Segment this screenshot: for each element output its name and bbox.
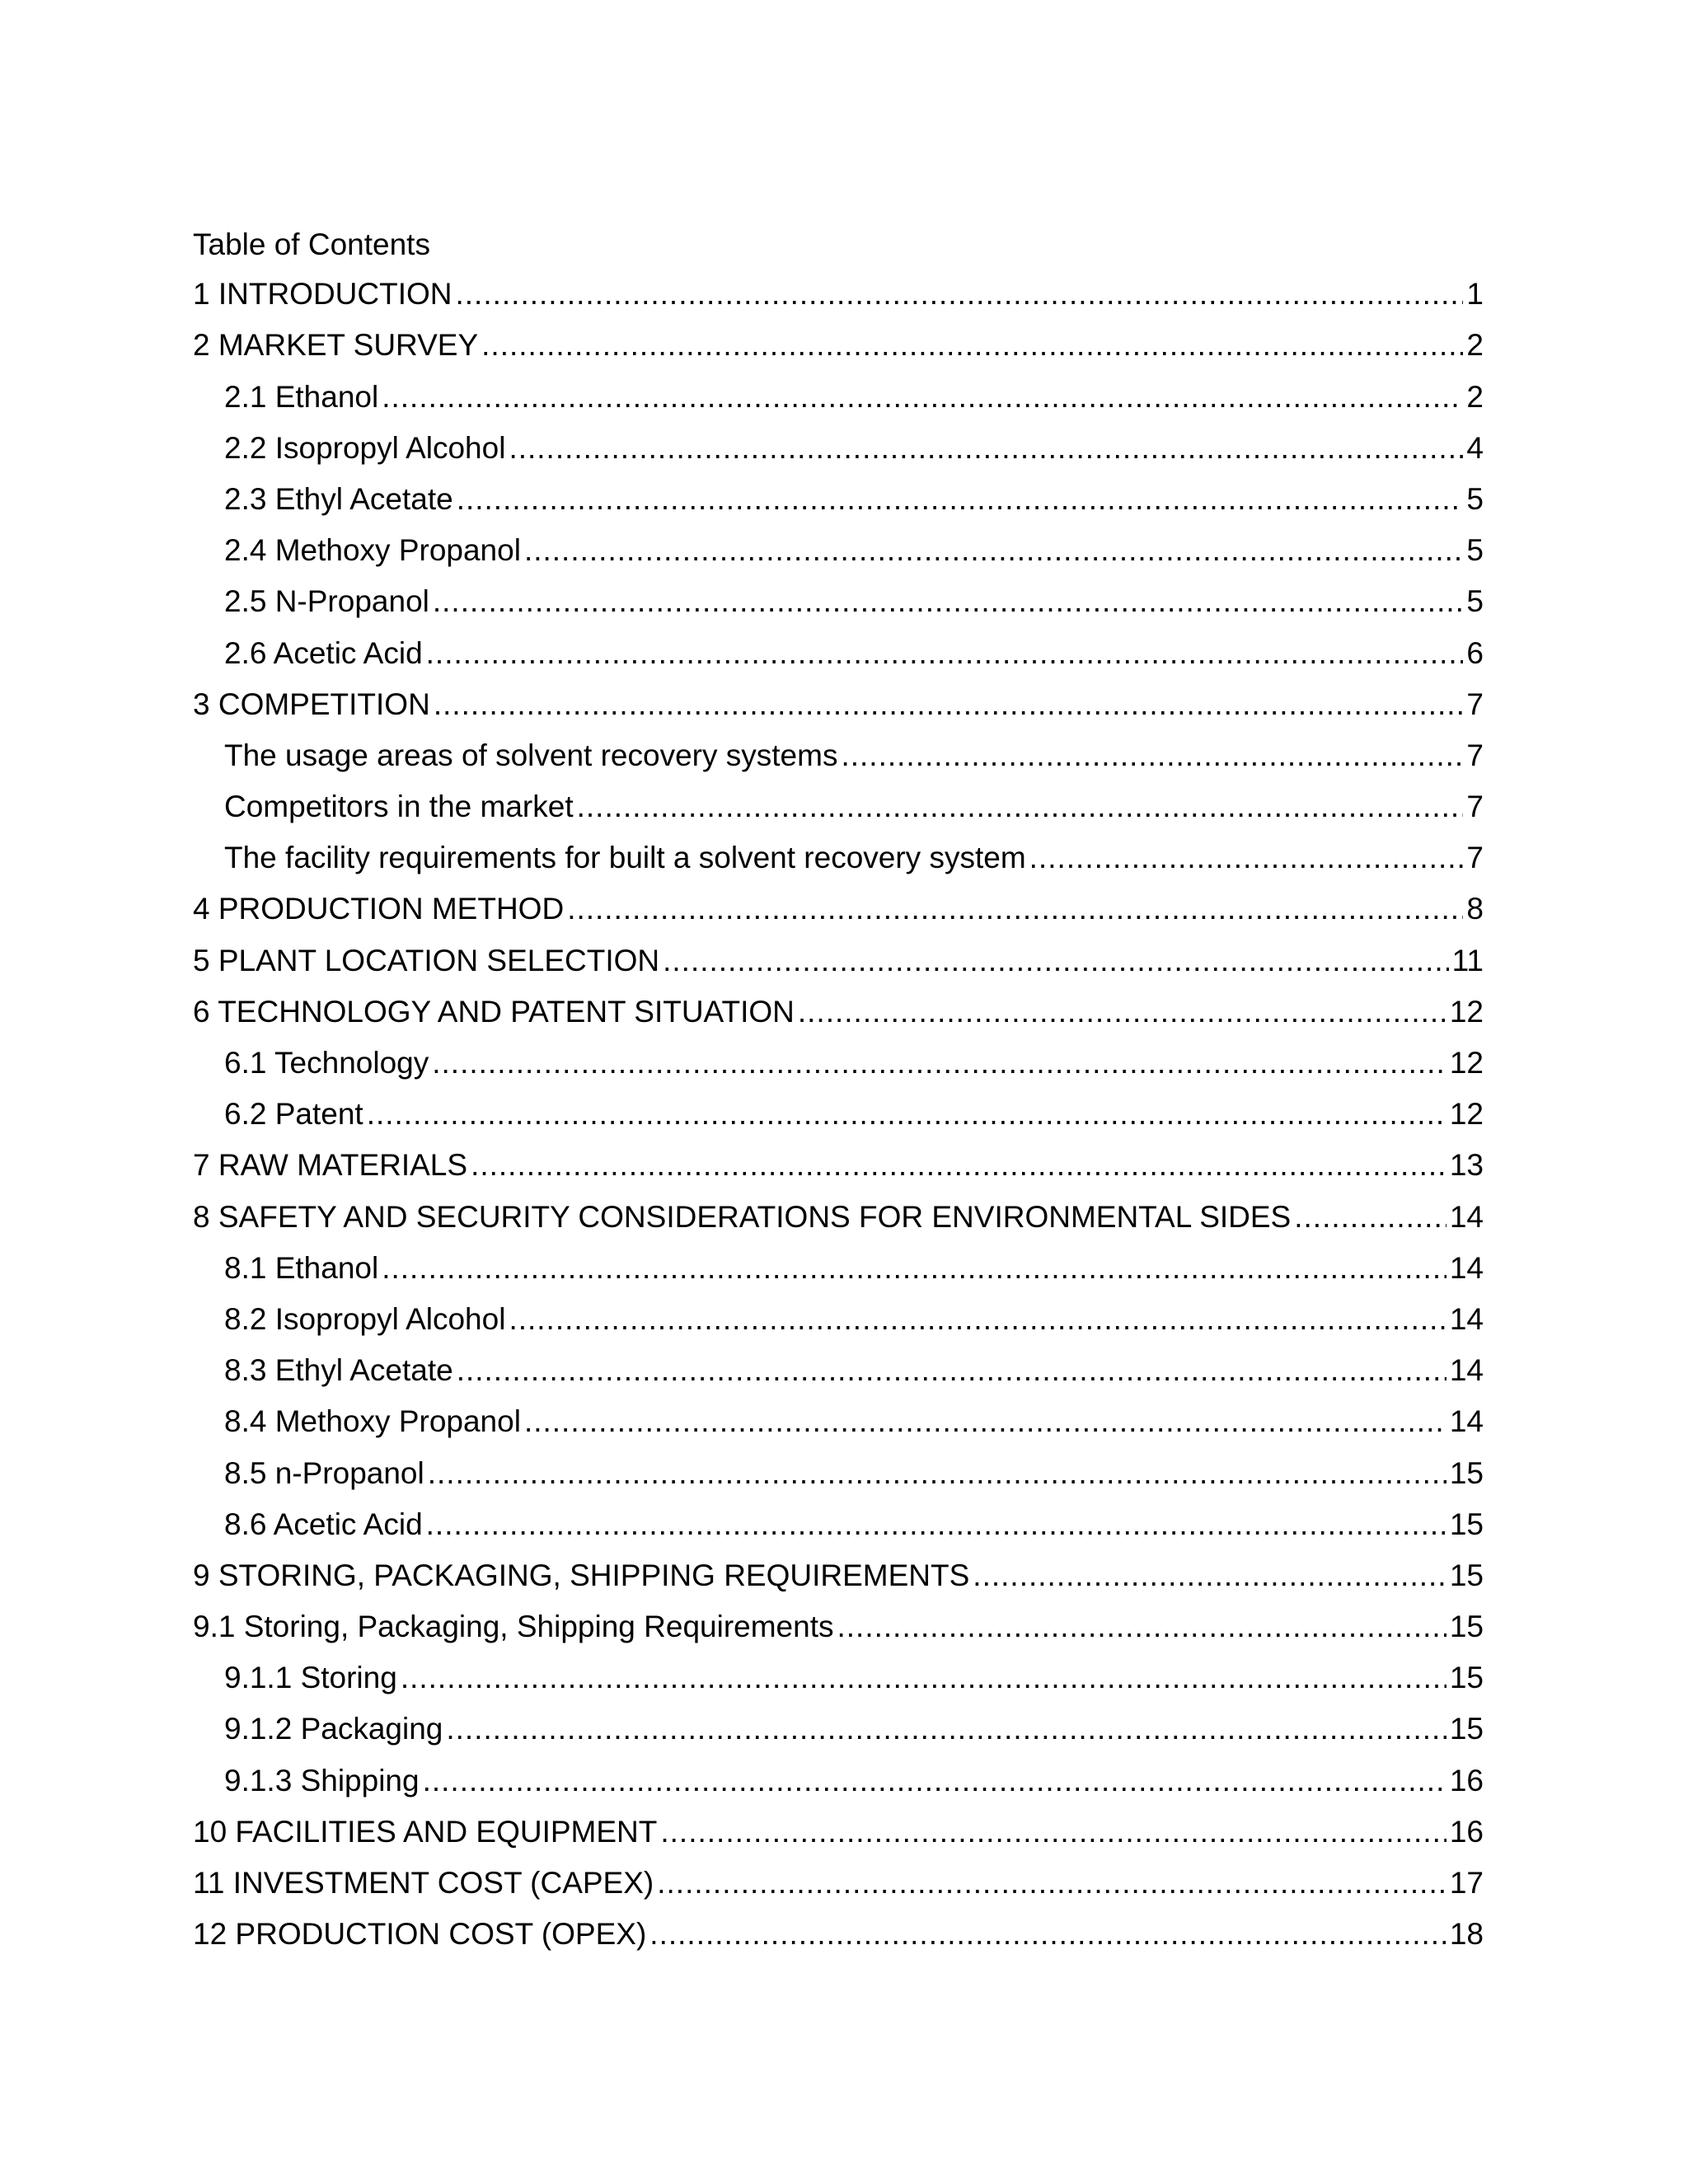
toc-entry-label: 2.3 Ethyl Acetate: [224, 481, 453, 516]
toc-entry[interactable]: [193, 1135, 1484, 1186]
toc-dot-leader: [457, 479, 1464, 520]
toc-entry-label: 8.4 Methoxy Propanol: [224, 1404, 521, 1439]
toc-entry-label: 6.1 Technology: [224, 1046, 429, 1080]
toc-entry[interactable]: [193, 315, 1484, 366]
toc-entry-page-number: 15: [1449, 1455, 1484, 1490]
toc-entry-page-number: 13: [1449, 1148, 1484, 1183]
toc-entry-page-number: 14: [1449, 1199, 1484, 1234]
toc-entry-label: 12 PRODUCTION COST (OPEX): [193, 1917, 647, 1952]
toc-entry-label: 6.2 Patent: [224, 1097, 363, 1132]
toc-entry-page-number: 4: [1466, 430, 1484, 465]
toc-dot-leader: [481, 325, 1463, 366]
toc-dot-leader: [423, 1760, 1447, 1802]
toc-entry-page-number: 16: [1449, 1814, 1484, 1849]
toc-entry[interactable]: [193, 776, 1484, 827]
toc-dot-leader: [456, 274, 1464, 315]
toc-entry[interactable]: [193, 1391, 1484, 1442]
toc-entry-label: Competitors in the market: [224, 790, 574, 824]
toc-entry-page-number: 14: [1449, 1301, 1484, 1336]
toc-entry-page-number: 7: [1466, 738, 1484, 772]
toc-entry-label: 2.4 Methoxy Propanol: [224, 533, 521, 568]
toc-entry-label: 10 FACILITIES AND EQUIPMENT: [193, 1814, 658, 1849]
toc-entry-label: 2 MARKET SURVEY: [193, 328, 479, 363]
toc-entry-page-number: 6: [1466, 635, 1484, 670]
toc-entry-page-number: 17: [1449, 1866, 1484, 1900]
toc-dot-leader: [1294, 1197, 1447, 1238]
toc-dot-leader: [426, 1504, 1447, 1545]
toc-list: [193, 264, 1484, 1955]
toc-entry-page-number: 15: [1449, 1507, 1484, 1541]
toc-dot-leader: [524, 530, 1463, 571]
toc-entry[interactable]: [193, 879, 1484, 930]
toc-dot-leader: [1029, 837, 1464, 879]
toc-dot-leader: [524, 1401, 1447, 1442]
toc-dot-leader: [401, 1657, 1447, 1699]
toc-entry-label: 3 COMPETITION: [193, 687, 430, 721]
toc-entry-page-number: 12: [1449, 994, 1484, 1029]
toc-entry[interactable]: [193, 571, 1484, 622]
toc-dot-leader: [577, 786, 1464, 827]
toc-entry-page-number: 15: [1449, 1661, 1484, 1695]
toc-entry-label: 11 INVESTMENT COST (CAPEX): [193, 1866, 654, 1900]
toc-dot-leader: [509, 1299, 1446, 1340]
toc-dot-leader: [428, 1453, 1447, 1494]
toc-entry[interactable]: [193, 1238, 1484, 1289]
toc-entry-label: 9.1 Storing, Packaging, Shipping Requirements: [193, 1610, 834, 1644]
toc-entry[interactable]: [193, 1750, 1484, 1801]
toc-entry-page-number: 5: [1466, 584, 1484, 619]
toc-entry-page-number: 7: [1466, 790, 1484, 824]
toc-entry[interactable]: [193, 674, 1484, 725]
toc-entry-page-number: 7: [1466, 841, 1484, 875]
toc-dot-leader: [567, 888, 1463, 930]
toc-dot-leader: [509, 428, 1463, 469]
toc-entry-page-number: 11: [1451, 943, 1484, 977]
toc-dot-leader: [457, 1350, 1447, 1391]
toc-entry[interactable]: [193, 1340, 1484, 1391]
toc-entry-label: 8 SAFETY AND SECURITY CONSIDERATIONS FOR ENVIRONMENTAL SIDES: [193, 1199, 1292, 1234]
toc-entry-page-number: 14: [1449, 1250, 1484, 1285]
toc-dot-leader: [660, 1811, 1446, 1853]
toc-entry[interactable]: [193, 264, 1484, 315]
toc-entry-page-number: 8: [1466, 892, 1484, 926]
toc-entry-label: 8.1 Ethanol: [224, 1250, 379, 1285]
toc-dot-leader: [426, 633, 1464, 674]
toc-entry[interactable]: [193, 1802, 1484, 1853]
toc-entry[interactable]: [193, 1545, 1484, 1596]
toc-dot-leader: [973, 1555, 1447, 1596]
toc-entry[interactable]: [193, 1494, 1484, 1545]
toc-dot-leader: [446, 1708, 1446, 1750]
toc-dot-leader: [433, 581, 1464, 622]
toc-entry-label: 8.2 Isopropyl Alcohol: [224, 1301, 506, 1336]
toc-entry[interactable]: [193, 469, 1484, 520]
toc-entry[interactable]: [193, 982, 1484, 1033]
toc-entry-page-number: 15: [1449, 1610, 1484, 1644]
toc-entry[interactable]: [193, 622, 1484, 673]
toc-dot-leader: [434, 684, 1464, 725]
toc-entry[interactable]: [193, 1084, 1484, 1135]
toc-entry[interactable]: [193, 1186, 1484, 1237]
toc-entry-label: The facility requirements for built a solvent recovery system: [224, 841, 1026, 875]
toc-dot-leader: [382, 377, 1463, 418]
toc-dot-leader: [841, 735, 1463, 776]
toc-dot-leader: [657, 1863, 1447, 1904]
toc-title: Table of Contents: [193, 227, 430, 261]
toc-entry-label: 9.1.3 Shipping: [224, 1763, 420, 1797]
toc-entry-label: 2.2 Isopropyl Alcohol: [224, 430, 506, 465]
toc-entry[interactable]: [193, 1904, 1484, 1955]
toc-entry-label: The usage areas of solvent recovery systems: [224, 738, 838, 772]
toc-entry-page-number: 16: [1449, 1763, 1484, 1797]
toc-entry-page-number: 7: [1466, 687, 1484, 721]
toc-entry-label: 4 PRODUCTION METHOD: [193, 892, 565, 926]
toc-entry-label: 8.5 n-Propanol: [224, 1455, 424, 1490]
toc-dot-leader: [382, 1248, 1447, 1289]
toc-entry-page-number: 2: [1466, 379, 1484, 414]
toc-entry-label: 9 STORING, PACKAGING, SHIPPING REQUIREMENTS: [193, 1558, 970, 1592]
toc-entry-page-number: 5: [1466, 533, 1484, 568]
toc-entry-label: 6 TECHNOLOGY AND PATENT SITUATION: [193, 994, 795, 1029]
toc-entry[interactable]: [193, 1596, 1484, 1647]
toc-entry[interactable]: [193, 1647, 1484, 1699]
toc-entry[interactable]: [193, 1289, 1484, 1340]
toc-entry-label: 8.3 Ethyl Acetate: [224, 1353, 453, 1388]
toc-entry-label: 2.1 Ethanol: [224, 379, 379, 414]
toc-entry-page-number: 15: [1449, 1712, 1484, 1746]
toc-entry-page-number: 2: [1466, 328, 1484, 363]
toc-entry-page-number: 12: [1449, 1097, 1484, 1132]
toc-entry-label: 9.1.2 Packaging: [224, 1712, 443, 1746]
toc-entry[interactable]: [193, 725, 1484, 776]
toc-entry[interactable]: [193, 1699, 1484, 1750]
toc-entry-label: 9.1.1 Storing: [224, 1661, 397, 1695]
toc-dot-leader: [471, 1145, 1447, 1186]
toc-entry[interactable]: [193, 366, 1484, 417]
toc-entry-page-number: 5: [1466, 481, 1484, 516]
toc-dot-leader: [663, 940, 1448, 982]
toc-dot-leader: [367, 1094, 1447, 1135]
toc-entry-page-number: 14: [1449, 1404, 1484, 1439]
toc-entry-label: 2.6 Acetic Acid: [224, 635, 423, 670]
toc-entry-label: 2.5 N-Propanol: [224, 584, 429, 619]
toc-entry-page-number: 12: [1449, 1046, 1484, 1080]
toc-entry-label: 7 RAW MATERIALS: [193, 1148, 468, 1183]
toc-entry[interactable]: [193, 827, 1484, 879]
toc-entry-page-number: 14: [1449, 1353, 1484, 1388]
toc-dot-leader: [432, 1043, 1447, 1084]
toc-entry[interactable]: [193, 1853, 1484, 1904]
toc-entry[interactable]: [193, 520, 1484, 571]
toc-dot-leader: [798, 991, 1447, 1033]
toc-entry[interactable]: [193, 1033, 1484, 1084]
toc-entry-page-number: 18: [1449, 1917, 1484, 1952]
toc-entry-label: 5 PLANT LOCATION SELECTION: [193, 943, 660, 977]
toc-dot-leader: [837, 1606, 1446, 1647]
toc-entry[interactable]: [193, 1442, 1484, 1493]
toc-entry-page-number: 1: [1466, 277, 1484, 312]
toc-dot-leader: [649, 1914, 1447, 1955]
toc-entry-page-number: 15: [1449, 1558, 1484, 1592]
toc-entry-label: 1 INTRODUCTION: [193, 277, 452, 312]
toc-entry-label: 8.6 Acetic Acid: [224, 1507, 423, 1541]
toc-entry[interactable]: [193, 418, 1484, 469]
toc-entry[interactable]: [193, 930, 1484, 981]
